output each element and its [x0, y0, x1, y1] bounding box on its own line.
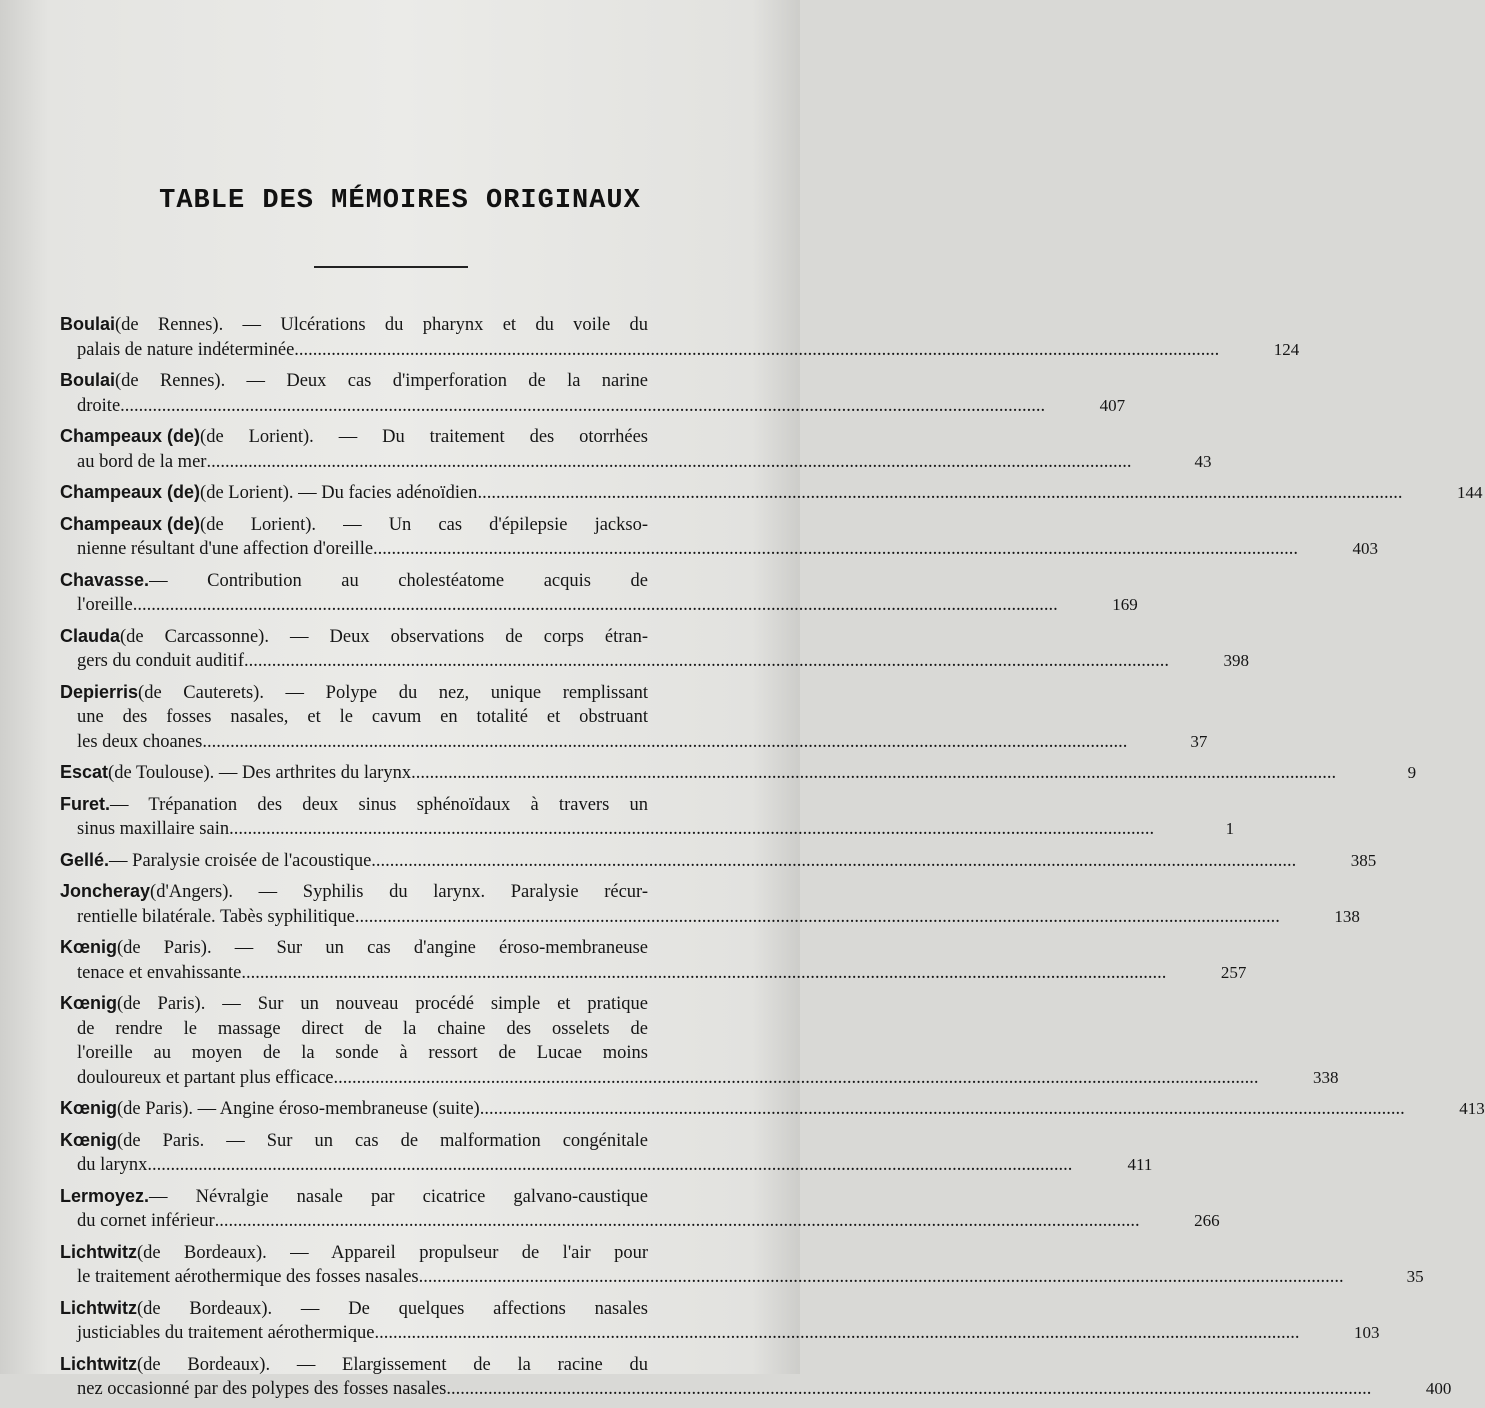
toc-entry [60, 368, 1126, 418]
entry-line [60, 450, 1212, 475]
title-rule [314, 266, 468, 268]
entry-page-number: 403 [1352, 539, 1379, 558]
toc-entry [60, 1096, 1485, 1122]
entry-line [60, 1321, 1380, 1346]
entry-page-number: 411 [1127, 1155, 1153, 1174]
entry-page-number: 37 [1190, 731, 1208, 751]
entry-line [60, 512, 740, 538]
page-title: TABLE DES MÉMOIRES ORIGINAUX [159, 186, 641, 216]
entry-text: (de Bordeaux). — Elargissement de la racine du [137, 1354, 648, 1375]
entry-page-number: 169 [1112, 595, 1138, 614]
entry-text: au bord de la mer [77, 451, 207, 472]
entry-line [60, 424, 740, 450]
entry-line [60, 480, 1483, 506]
toc-entry [60, 1352, 1452, 1402]
entry-text: douloureux et partant plus efficace [77, 1067, 334, 1088]
entry-text: (de Rennes). — Ulcérations du pharynx et du voile du [115, 315, 648, 335]
entry-line [60, 1240, 740, 1266]
entry-page-number: 103 [1353, 1323, 1380, 1342]
entry-line [60, 1153, 1153, 1178]
toc-entry [60, 512, 1379, 562]
entry-text: palais de nature indéterminée [77, 339, 295, 360]
toc-entry [60, 568, 1138, 618]
entry-line [60, 1265, 1424, 1290]
entry-text: (de Paris). — Angine éroso-membraneuse (suite) [116, 1099, 480, 1119]
toc-entry [60, 312, 1300, 362]
entry-text: — Paralysie croisée de l'acoustique [109, 850, 372, 871]
entry-author: Champeaux (de) [60, 482, 201, 502]
dot-leader: ........................................................................................................................................................................................................ [371, 850, 1297, 871]
entry-author: Clauda [60, 625, 121, 646]
entry-line [60, 905, 1360, 930]
toc-entry [60, 879, 1360, 929]
entry-text: l'oreille au moyen de la sonde à ressort de Lucae moins [77, 1043, 648, 1063]
entry-line [60, 1017, 740, 1042]
entry-line [60, 991, 740, 1017]
entry-line [60, 537, 1379, 562]
entry-line [60, 338, 1300, 363]
entry-line [60, 879, 740, 905]
entry-page-number: 35 [1406, 1267, 1424, 1286]
entry-text: sinus maxillaire sain [77, 819, 230, 839]
entry-text: (de Lorient). — Du traitement des otorrhées [200, 427, 648, 447]
entry-line [60, 368, 740, 394]
toc-entry [60, 480, 1483, 506]
entry-author: Kœnig [60, 1098, 117, 1118]
entry-page-number: 1 [1225, 819, 1235, 838]
entry-text: (de Paris). — Sur un cas d'angine éroso-membraneuse [116, 938, 648, 958]
entry-author: Boulai [60, 370, 116, 390]
entry-line [60, 680, 740, 706]
entry-text: de rendre le massage direct de la chaine des osselets de [77, 1018, 648, 1039]
entry-line [60, 1377, 1452, 1402]
toc-entry [60, 1240, 1424, 1290]
dot-leader: ........................................................................................................................................................................................................ [132, 595, 1058, 615]
entry-line [60, 624, 740, 650]
entry-author: Kœnig [60, 937, 117, 957]
toc-entry [60, 1184, 1220, 1234]
entry-text: — Trépanation des deux sinus sphénoïdaux à travers un [110, 794, 648, 815]
entry-text: les deux choanes [77, 731, 203, 752]
entry-text: — Névralgie nasale par cicatrice galvano-caustique [149, 1186, 648, 1207]
entry-page-number: 400 [1425, 1379, 1452, 1398]
entry-line [60, 1209, 1220, 1234]
entry-text: (de Paris. — Sur un cas de malformation congénitale [116, 1130, 648, 1151]
toc-entry [60, 991, 1339, 1090]
entry-author: Escat [60, 762, 109, 782]
entry-page-number: 407 [1099, 395, 1126, 415]
dot-leader: ........................................................................................................................................................................................................ [206, 451, 1132, 472]
entry-text: (de Lorient). — Un cas d'épilepsie jackso- [200, 514, 648, 535]
entry-line [60, 1128, 740, 1154]
dot-leader: ........................................................................................................................................................................................................ [241, 962, 1167, 983]
entry-text: (de Carcassonne). — Deux observations de corps étran- [120, 626, 648, 647]
toc-entry [60, 792, 1235, 842]
entry-list [60, 312, 1485, 1408]
entry-line [60, 1066, 1339, 1091]
entry-text: une des fosses nasales, et le cavum en totalité et obstruant [77, 707, 648, 727]
entry-page-number: 338 [1313, 1067, 1339, 1087]
entry-line [60, 1296, 740, 1322]
entry-page-number: 144 [1456, 483, 1483, 502]
dot-leader: ........................................................................................................................................................................................................ [294, 339, 1220, 360]
entry-author: Furet. [60, 793, 111, 814]
entry-line [60, 649, 1249, 674]
toc-entry [60, 935, 1247, 985]
entry-author: Kœnig [60, 1129, 117, 1150]
entry-page-number: 138 [1334, 906, 1360, 926]
entry-page-number: 257 [1220, 962, 1247, 982]
dot-leader: ........................................................................................................................................................................................................ [373, 539, 1299, 559]
entry-text: rentielle bilatérale. Tabès syphilitique [77, 906, 355, 927]
entry-author: Champeaux (de) [60, 513, 201, 534]
entry-author: Chavasse. [60, 569, 150, 590]
entry-author: Gellé. [60, 849, 110, 870]
toc-entry [60, 680, 1208, 755]
toc-entry [60, 424, 1212, 474]
entry-text: nez occasionné par des polypes des fosses nasales [77, 1379, 447, 1399]
dot-leader: ........................................................................................................................................................................................................ [229, 819, 1155, 839]
entry-text: du larynx [77, 1155, 148, 1175]
entry-page-number: 385 [1350, 850, 1377, 870]
entry-author: Lermoyez. [60, 1185, 150, 1206]
entry-page-number: 266 [1194, 1211, 1220, 1230]
entry-text: justiciables du traitement aérothermique [77, 1323, 375, 1343]
dot-leader: ........................................................................................................................................................................................................ [354, 906, 1280, 927]
entry-text: (de Toulouse). — Des arthrites du larynx [108, 763, 412, 783]
toc-entry [60, 760, 1417, 786]
entry-line [60, 817, 1235, 842]
dot-leader: ........................................................................................................................................................................................................ [202, 731, 1128, 752]
entry-page-number: 9 [1407, 763, 1417, 782]
dot-leader: ........................................................................................................................................................................................................ [243, 651, 1169, 671]
entry-line [60, 394, 1126, 419]
entry-page-number: 43 [1194, 451, 1212, 471]
entry-page-number: 398 [1223, 651, 1249, 670]
entry-text: (de Lorient). — Du facies adénoïdien [200, 483, 478, 503]
entry-line [60, 568, 740, 594]
entry-text: (de Paris). — Sur un nouveau procédé simple et pratique [116, 994, 648, 1014]
entry-author: Joncheray [60, 881, 151, 901]
dot-leader: ........................................................................................................................................................................................................ [446, 1379, 1372, 1399]
entry-page-number: 124 [1273, 339, 1300, 359]
entry-text: (de Rennes). — Deux cas d'imperforation de la narine [115, 371, 648, 391]
entry-author: Depierris [60, 681, 139, 702]
entry-line [60, 730, 1208, 755]
entry-text: gers du conduit auditif [77, 651, 244, 671]
toc-entry [60, 624, 1249, 674]
entry-author: Kœnig [60, 993, 117, 1013]
toc-entry [60, 1128, 1153, 1178]
dot-leader: ........................................................................................................................................................................................................ [411, 763, 1337, 783]
entry-line [60, 792, 740, 818]
entry-author: Boulai [60, 314, 116, 334]
entry-line [60, 705, 740, 730]
toc-entry [60, 848, 1377, 874]
dot-leader: ........................................................................................................................................................................................................ [147, 1155, 1073, 1175]
entry-line [60, 760, 1417, 786]
entry-line [60, 1096, 1485, 1122]
entry-text: (de Cauterets). — Polype du nez, unique remplissant [138, 682, 648, 703]
entry-text: (de Bordeaux). — Appareil propulseur de l'air pour [137, 1242, 648, 1263]
entry-text: nienne résultant d'une affection d'oreille [77, 539, 374, 559]
entry-line [60, 961, 1247, 986]
entry-author: Lichtwitz [60, 1353, 137, 1374]
entry-text: (d'Angers). — Syphilis du larynx. Paralysie récur- [150, 882, 648, 902]
entry-line [60, 312, 740, 338]
entry-text: l'oreille [77, 595, 133, 615]
dot-leader: ........................................................................................................................................................................................................ [374, 1323, 1300, 1343]
entry-text: — Contribution au cholestéatome acquis de [149, 570, 648, 591]
entry-text: droite [77, 395, 121, 416]
entry-text: du cornet inférieur [77, 1211, 215, 1231]
dot-leader: ........................................................................................................................................................................................................ [214, 1211, 1140, 1231]
entry-author: Lichtwitz [60, 1297, 137, 1318]
dot-leader: ........................................................................................................................................................................................................ [477, 483, 1403, 503]
entry-author: Lichtwitz [60, 1241, 137, 1262]
dot-leader: ........................................................................................................................................................................................................ [120, 395, 1046, 416]
dot-leader: ........................................................................................................................................................................................................ [418, 1267, 1344, 1287]
entry-text: tenace et envahissante [77, 962, 242, 983]
entry-text: le traitement aérothermique des fosses nasales [77, 1267, 419, 1287]
entry-line [60, 1041, 740, 1066]
entry-text: (de Bordeaux). — De quelques affections nasales [137, 1298, 648, 1319]
entry-line [60, 1352, 740, 1378]
entry-line [60, 1184, 740, 1210]
entry-author: Champeaux (de) [60, 426, 201, 446]
entry-line [60, 935, 740, 961]
dot-leader: ........................................................................................................................................................................................................ [333, 1067, 1259, 1088]
entry-page-number: 413 [1459, 1099, 1485, 1118]
dot-leader: ........................................................................................................................................................................................................ [479, 1099, 1405, 1119]
entry-line [60, 593, 1138, 618]
toc-entry [60, 1296, 1380, 1346]
entry-line [60, 848, 1377, 874]
